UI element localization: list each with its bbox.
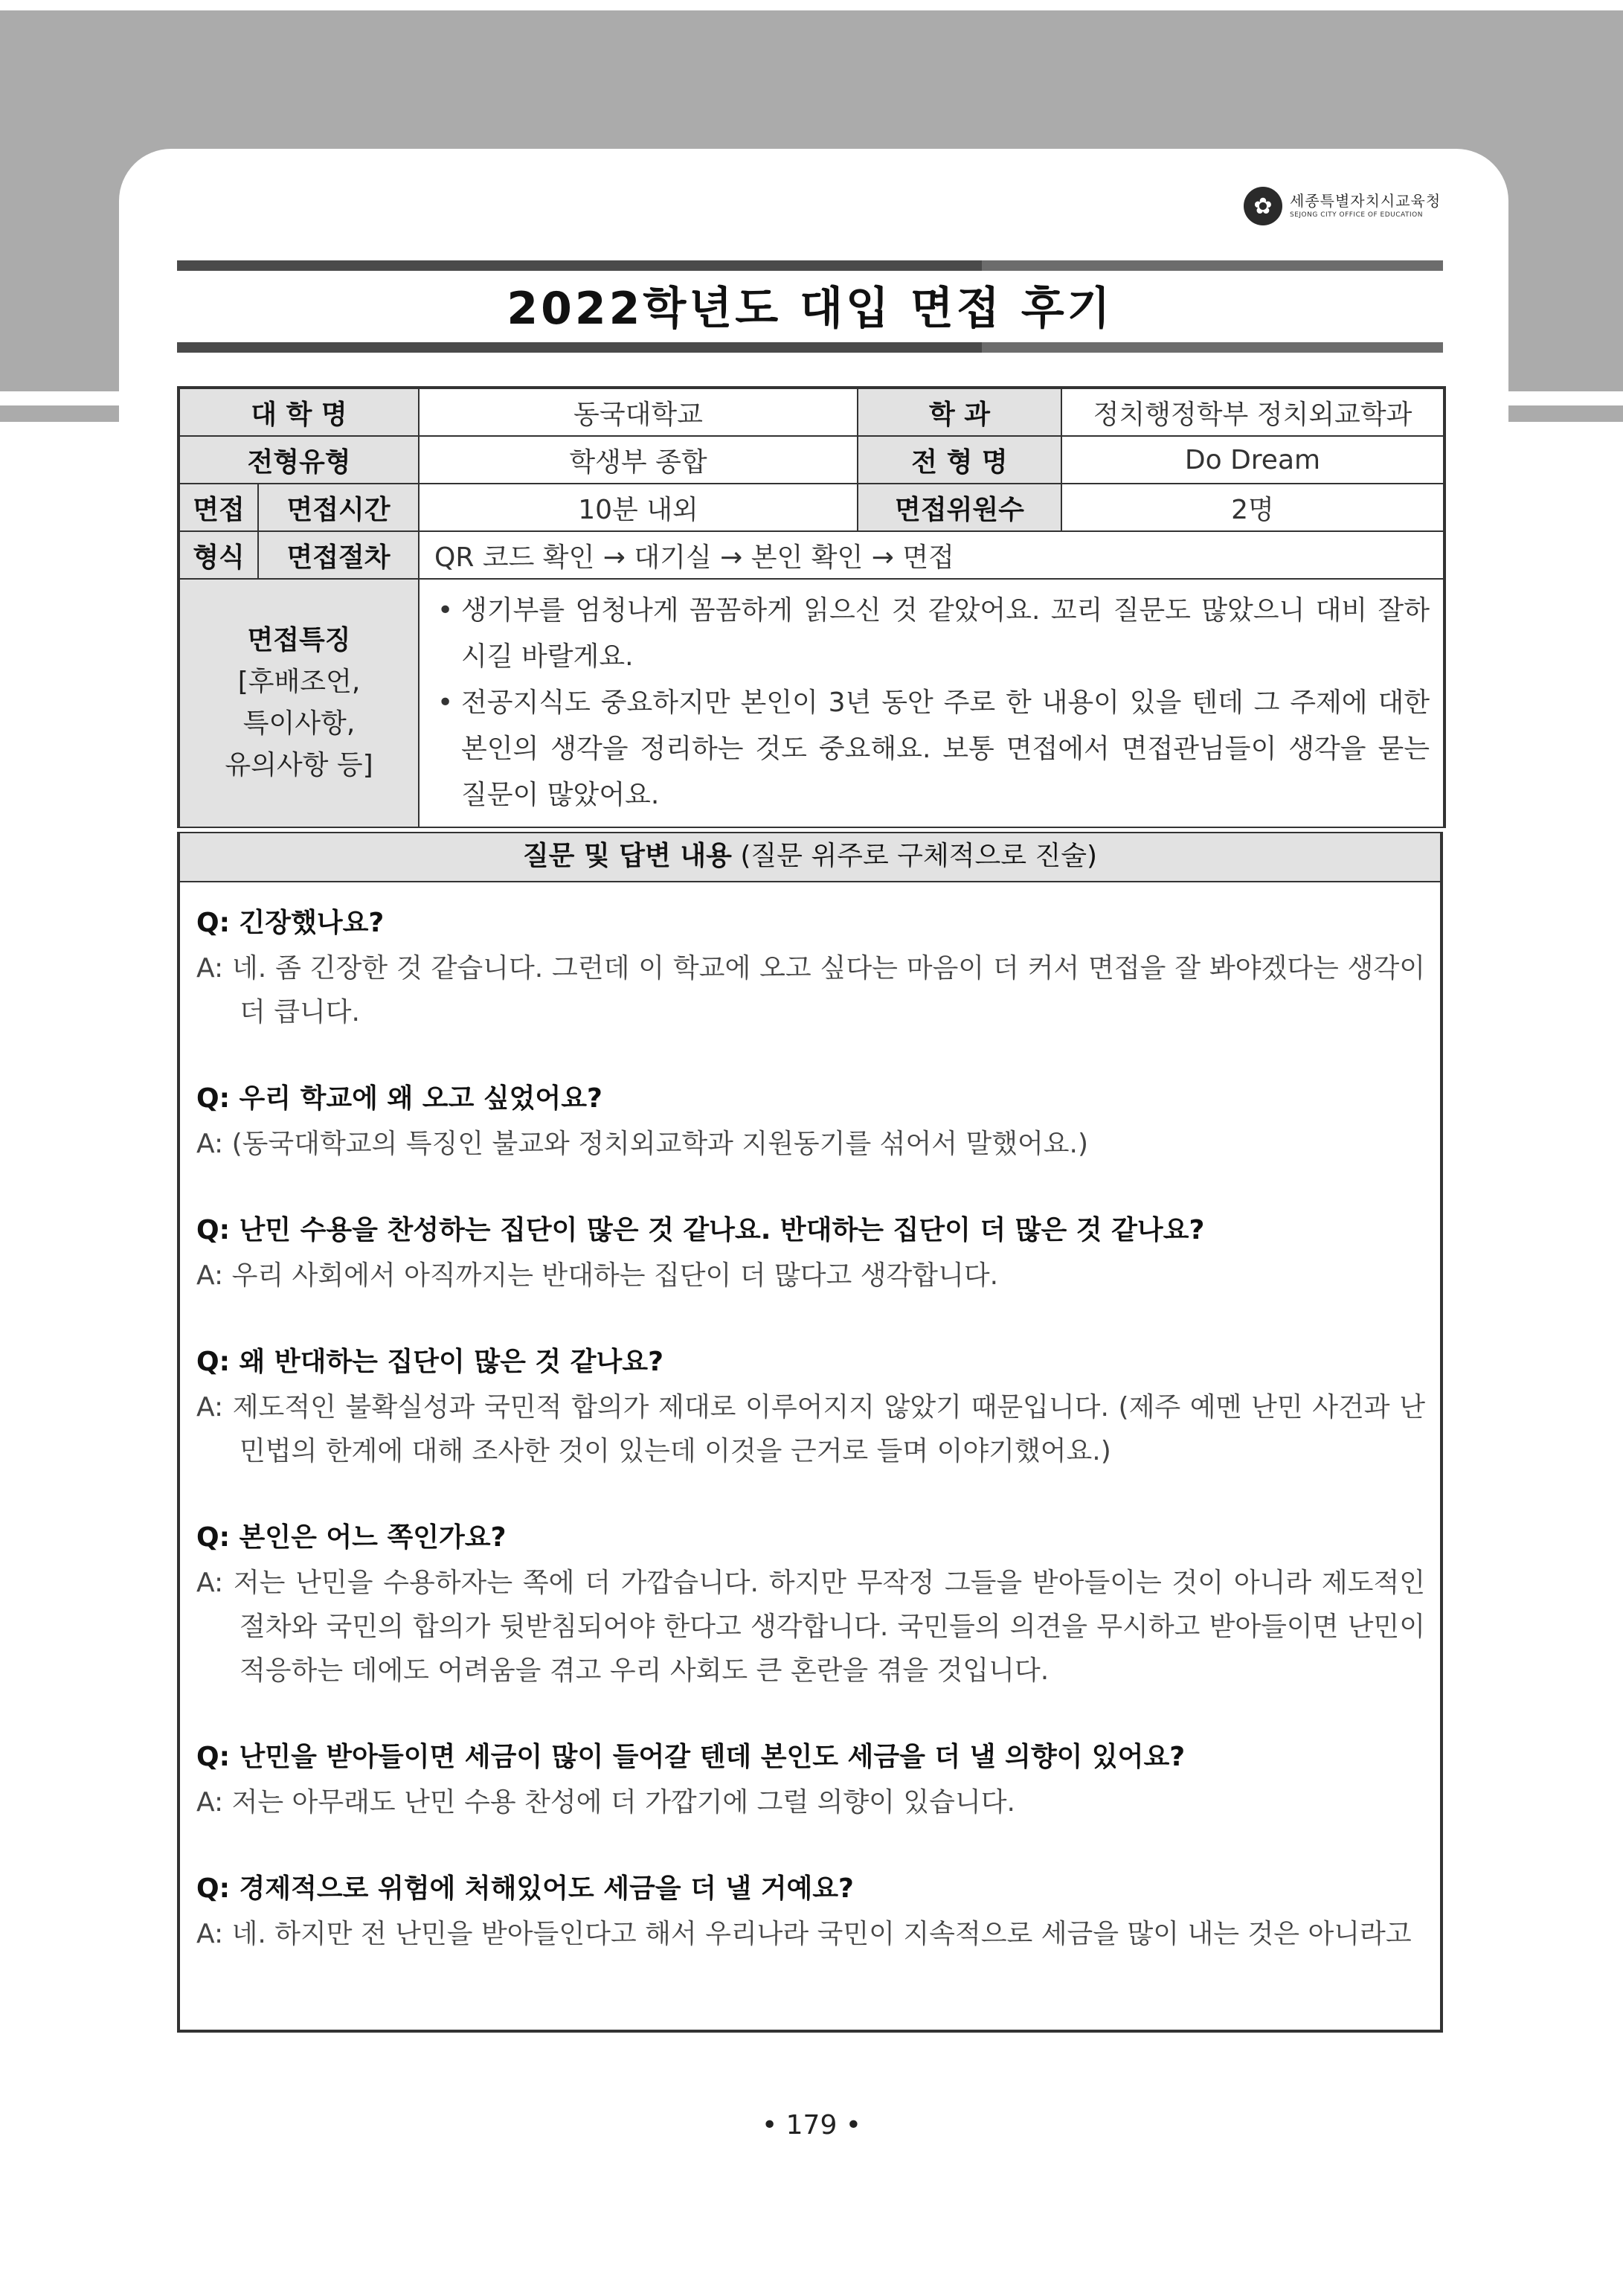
answer: A: 제도적인 불확실성과 국민적 합의가 제대로 이루어지지 않았기 때문입니다. (제주 예멘 난민 사건과 난민법의 한계에 대해 조사한 것이 있는데 이것을 근거로 들며 이야기했어요.) bbox=[196, 1392, 1425, 1466]
features-sublabel-2: 특이사항, bbox=[242, 708, 356, 739]
answer: A: 네. 좀 긴장한 것 같습니다. 그런데 이 학교에 오고 싶다는 마음이 더 커서 면접을 잘 봐야겠다는 생각이 더 큽니다. bbox=[196, 953, 1425, 1027]
page-title: 2022학년도 대입 면접 후기 bbox=[507, 283, 1113, 335]
qa-item bbox=[196, 1208, 1425, 1298]
sejong-emblem-icon: ✿ bbox=[1244, 187, 1282, 225]
qa-header-note: (질문 위주로 구체적으로 진술) bbox=[731, 841, 1098, 871]
answer: A: 우리 사회에서 아직까지는 반대하는 집단이 더 많다고 생각합니다. bbox=[196, 1260, 999, 1291]
time-value: 10분 내외 bbox=[419, 484, 858, 531]
department-value: 정치행정학부 정치외교학과 bbox=[1061, 388, 1444, 436]
question: Q: 우리 학교에 왜 오고 싶었어요? bbox=[196, 1083, 602, 1114]
features-list bbox=[434, 588, 1430, 818]
department-label: 학 과 bbox=[858, 388, 1061, 436]
question: Q: 난민 수용을 찬성하는 집단이 많은 것 같나요. 반대하는 집단이 더 많은 것 같나요? bbox=[196, 1215, 1205, 1245]
interviewers-value: 2명 bbox=[1061, 484, 1444, 531]
answer: A: (동국대학교의 특징인 불교와 정치외교학과 지원동기를 섞어서 말했어요.) bbox=[196, 1129, 1089, 1159]
features-label: 면접특징 bbox=[247, 625, 351, 655]
qa-item bbox=[196, 1866, 1425, 1956]
features-label-cell bbox=[179, 579, 419, 827]
page-number: • 179 • bbox=[761, 2110, 862, 2141]
right-side-strip bbox=[1508, 405, 1623, 422]
qa-item bbox=[196, 1734, 1425, 1824]
question: Q: 경제적으로 위험에 처해있어도 세금을 더 낼 거예요? bbox=[196, 1873, 854, 1904]
qa-item bbox=[196, 1076, 1425, 1166]
answer: A: 저는 아무래도 난민 수용 찬성에 더 가깝기에 그럴 의향이 있습니다. bbox=[196, 1787, 1015, 1818]
office-logo bbox=[1244, 186, 1467, 226]
procedure-value: QR 코드 확인 → 대기실 → 본인 확인 → 면접 bbox=[419, 531, 1444, 579]
feature-item: • 전공지식도 중요하지만 본인이 3년 동안 주로 한 내용이 있을 텐데 그 주제에 대한 본인의 생각을 정리하는 것도 중요해요. 보통 면접에서 면접관님들이 생각을 묻는 질문이 많았어요. bbox=[434, 680, 1430, 818]
interview-info-table bbox=[177, 386, 1446, 828]
answer: A: 저는 난민을 수용하자는 쪽에 더 가깝습니다. 하지만 무작정 그들을 받아들이는 것이 아니라 제도적인 절차와 국민의 합의가 뒷받침되어야 한다고 생각합니다. 국민들의 의견을 무시하고 받아들이면 난민이 적응하는 데에도 어려움을 겪고 우리 사회도 큰 혼란을 겪을 것입니다. bbox=[196, 1568, 1425, 1686]
feature-item: • 생기부를 엄청나게 꼼꼼하게 읽으신 것 같았어요. 꼬리 질문도 많았으니 대비 잘하시길 바랄게요. bbox=[434, 588, 1430, 680]
qa-section bbox=[177, 832, 1443, 2033]
question: Q: 난민을 받아들이면 세금이 많이 들어갈 텐데 본인도 세금을 더 낼 의향이 있어요? bbox=[196, 1742, 1186, 1772]
question: Q: 긴장했나요? bbox=[196, 908, 385, 938]
features-sublabel-1: [후배조언, bbox=[237, 667, 361, 697]
logo-korean-text: 세종특별자치시교육청 bbox=[1290, 192, 1442, 210]
logo-english-text: SEJONG CITY OFFICE OF EDUCATION bbox=[1290, 211, 1423, 219]
university-label: 대 학 명 bbox=[179, 388, 419, 436]
qa-item bbox=[196, 1515, 1425, 1693]
time-label: 면접시간 bbox=[258, 484, 419, 531]
qa-body bbox=[180, 882, 1440, 1956]
question: Q: 왜 반대하는 집단이 많은 것 같나요? bbox=[196, 1347, 663, 1377]
university-value: 동국대학교 bbox=[419, 388, 858, 436]
answer: A: 네. 하지만 전 난민을 받아들인다고 해서 우리나라 국민이 지속적으로 세금을 많이 내는 것은 아니라고 bbox=[196, 1919, 1412, 1949]
top-white-rule bbox=[0, 0, 1623, 10]
admission-type-label: 전형유형 bbox=[179, 436, 419, 484]
qa-item bbox=[196, 1339, 1425, 1473]
admission-name-value: Do Dream bbox=[1061, 436, 1444, 484]
admission-name-label: 전 형 명 bbox=[858, 436, 1061, 484]
admission-type-value: 학생부 종합 bbox=[419, 436, 858, 484]
procedure-label: 면접절차 bbox=[258, 531, 419, 579]
format-label-bottom: 형식 bbox=[179, 531, 258, 579]
format-label-top: 면접 bbox=[179, 484, 258, 531]
question: Q: 본인은 어느 쪽인가요? bbox=[196, 1522, 507, 1553]
interviewers-label: 면접위원수 bbox=[858, 484, 1061, 531]
qa-item bbox=[196, 900, 1425, 1034]
qa-header-bold: 질문 및 답변 내용 bbox=[522, 841, 732, 871]
title-bottom-rule bbox=[177, 342, 1443, 353]
qa-section-header bbox=[180, 832, 1440, 882]
features-sublabel-3: 유의사항 등] bbox=[225, 750, 373, 780]
left-side-strip bbox=[0, 405, 119, 422]
features-cell bbox=[419, 579, 1444, 827]
